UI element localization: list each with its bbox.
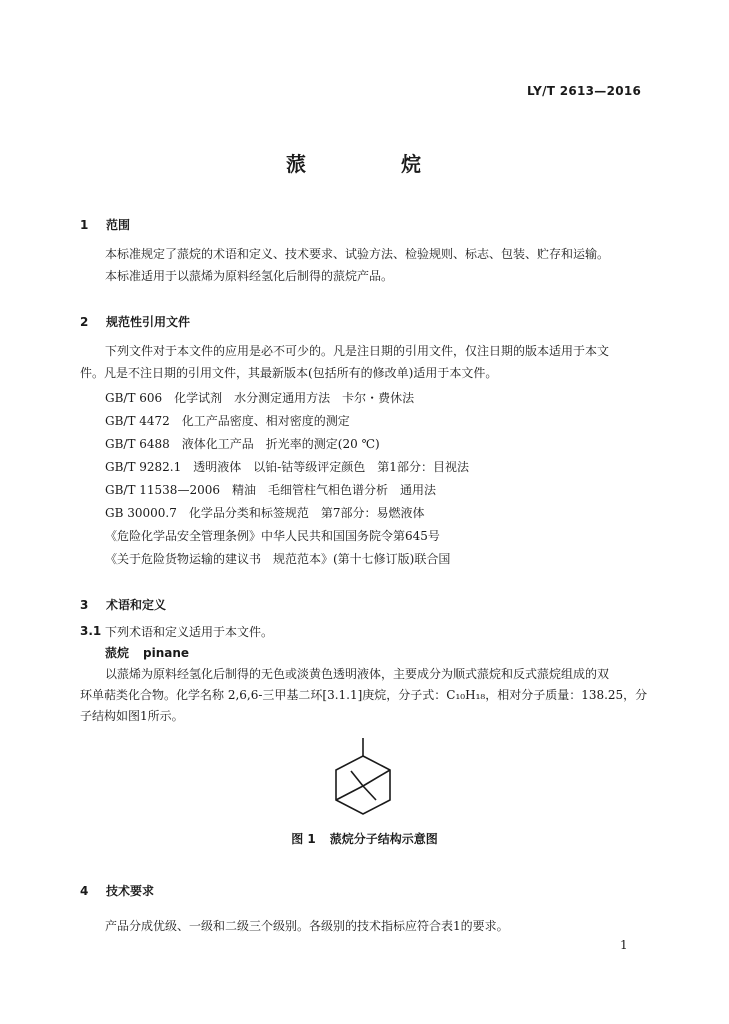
paragraph: 产品分成优级、一级和二级三个级别。各级别的技术指标应符合表1的要求。 <box>105 919 509 933</box>
reference-item: GB/T 4472 化工产品密度、相对密度的测定 <box>105 414 350 428</box>
standard-code: LY/T 2613—2016 <box>527 84 642 98</box>
figure-caption <box>0 830 729 847</box>
molecule-bonds <box>336 738 390 814</box>
reference-item: 《危险化学品安全管理条例》中华人民共和国国务院令第645号 <box>105 529 440 543</box>
section-2-heading <box>80 313 190 330</box>
paragraph: 件。凡是不注日期的引用文件，其最新版本(包括所有的修改单)适用于本文件。 <box>80 366 498 380</box>
paragraph: 下列文件对于本文件的应用是必不可少的。凡是注日期的引用文件，仅注日期的版本适用于本文 <box>105 344 610 358</box>
section-1-heading <box>80 216 130 233</box>
term-chinese: 蒎烷 <box>105 646 130 660</box>
document-title: 蒎 烷 <box>286 152 465 176</box>
section-title: 术语和定义 <box>106 598 167 612</box>
term-entry <box>105 644 189 661</box>
reference-item: GB/T 11538—2006 精油 毛细管柱气相色谱分析 通用法 <box>105 483 436 497</box>
section-title: 规范性引用文件 <box>106 315 191 329</box>
section-number: 2 <box>80 315 89 329</box>
bridge-bond <box>363 786 376 800</box>
section-4-heading <box>80 882 154 899</box>
reference-item: GB/T 606 化学试剂 水分测定通用方法 卡尔・费休法 <box>105 391 415 405</box>
section-number: 3 <box>80 598 89 612</box>
reference-item: GB/T 6488 液体化工产品 折光率的测定(20 ℃) <box>105 437 380 451</box>
paragraph: 下列术语和定义适用于本文件。 <box>105 625 274 639</box>
definition-line: 环单萜类化合物。化学名称 2,6,6-三甲基二环[3.1.1]庚烷，分子式：C₁₀H₁₈，相对分子质量：138.25，分 <box>80 688 648 702</box>
figure-caption-text: 蒎烷分子结构示意图 <box>329 832 438 846</box>
pinane-structure-diagram <box>330 738 398 816</box>
section-number: 4 <box>80 884 89 898</box>
reference-item: GB 30000.7 化学品分类和标签规范 第7部分：易燃液体 <box>105 506 425 520</box>
paragraph: 本标准规定了蒎烷的术语和定义、技术要求、试验方法、检验规则、标志、包装、贮存和运输。 <box>105 247 610 261</box>
section-title: 范围 <box>106 218 131 232</box>
definition-line: 以蒎烯为原料经氢化后制得的无色或淡黄色透明液体，主要成分为顺式蒎烷和反式蒎烷组成的双 <box>105 667 610 681</box>
section-number: 1 <box>80 218 89 232</box>
bridge-bond <box>336 786 363 800</box>
reference-item: 《关于危险货物运输的建议书 规范范本》(第十七修订版)联合国 <box>105 552 451 566</box>
section-title: 技术要求 <box>106 884 155 898</box>
term-number: 3.1 <box>80 624 102 638</box>
term-english: pinane <box>143 646 190 660</box>
paragraph: 本标准适用于以蒎烯为原料经氢化后制得的蒎烷产品。 <box>105 269 394 283</box>
section-3-heading <box>80 596 166 613</box>
bridge-bond <box>351 771 363 786</box>
figure-number: 图 1 <box>291 832 316 846</box>
page-number: 1 <box>620 938 628 952</box>
reference-item: GB/T 9282.1 透明液体 以铂-钴等级评定颜色 第1部分：目视法 <box>105 460 469 474</box>
bridge-bond <box>363 770 390 786</box>
definition-line: 子结构如图1所示。 <box>80 709 184 723</box>
